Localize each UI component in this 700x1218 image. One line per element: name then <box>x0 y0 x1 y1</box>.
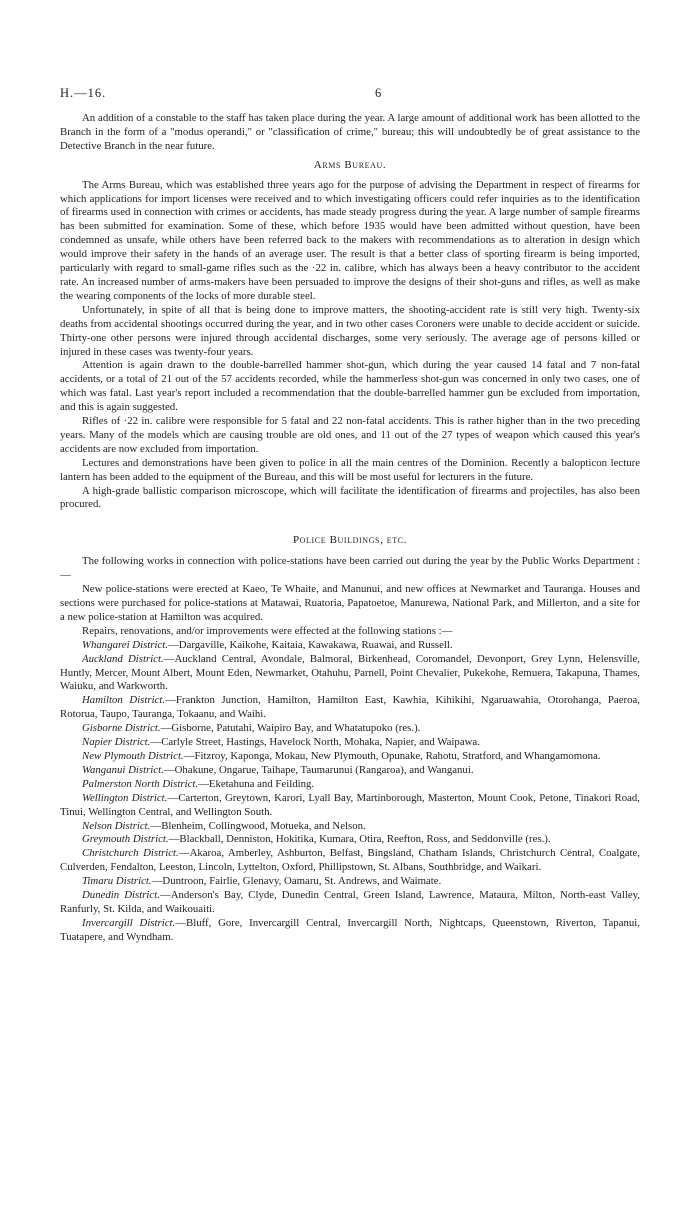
district-entry <box>60 722 640 736</box>
district-stations: —Eketahuna and Feilding. <box>198 777 315 790</box>
district-stations: —Blackball, Denniston, Hokitika, Kumara, Otira, Reefton, Ross, and Seddonville (res.). <box>168 833 551 846</box>
district-stations: —Auckland Central, Avondale, Balmoral, Birkenhead, Coromandel, Devonport, Grey Lynn, Helensville, Huntly, Mercer, Mount Albert, Mount Eden, Newmarket, Otahuhu, Parnell, Point Chevalier, Pukekohe, Remuera, Takapuna, Thames, Waiuku, and Warkworth. <box>60 652 640 693</box>
district-stations: —Gisborne, Patutahi, Waipiro Bay, and Whatatupoko (res.). <box>160 722 421 735</box>
district-entry <box>60 875 640 889</box>
arms-paragraph: Lectures and demonstrations have been given to police in all the main centres of the Dominion. Recently a balopticon lecture lantern has been added to the equipment of the Bureau, and this will be most useful for lecturers in the future. <box>60 456 640 483</box>
page-number: 6 <box>375 86 382 100</box>
district-stations: —Carlyle Street, Hastings, Havelock North, Mohaka, Napier, and Waipawa. <box>150 736 480 749</box>
district-name: Napier District. <box>82 736 151 749</box>
district-entry <box>60 917 640 945</box>
district-name: Wanganui District. <box>82 763 164 776</box>
page-body <box>60 112 640 945</box>
page-header <box>60 86 640 102</box>
new-stations-paragraph: New police-stations were erected at Kaeo, Te Whaite, and Manunui, and new offices at Newmarket and Tauranga. Houses and sections were purchased for police-stations at Matawai, Ruatoria, Papatoetoe, Manurewa, National Park, and Millerton, and a site for a new police-station at Hamilton was acquired. <box>60 583 640 623</box>
district-name: Christchurch District. <box>82 847 179 860</box>
district-entry <box>60 889 640 917</box>
district-name: Greymouth District. <box>82 833 169 846</box>
district-stations: —Frankton Junction, Hamilton, Hamilton East, Kawhia, Kihikihi, Ngaruawahia, Otorohanga, Paeroa, Rotorua, Taupo, Tauranga, Tokaanu, and Waihi. <box>60 694 640 721</box>
district-entry <box>60 653 640 695</box>
district-stations: —Anderson's Bay, Clyde, Dunedin Central, Green Island, Lawrence, Mataura, Milton, North-east Valley, Ranfurly, St. Kilda, and Waikouaiti. <box>60 889 641 915</box>
arms-paragraph: Attention is again drawn to the double-barrelled hammer shot-gun, which during the year caused 14 fatal and 7 non-fatal accidents, or a total of 21 out of the 57 accidents recorded, while the hammerless shot-gun was concerned in only two cases, one of which was fatal. Last year's report included a recommendation that the double-barrelled hammer gun be excluded from importation, and this is again suggested. <box>60 359 640 414</box>
district-name: Hamilton District. <box>82 694 166 707</box>
district-name: Invercargill District. <box>82 916 176 929</box>
district-name: Dunedin District. <box>82 889 160 902</box>
arms-paragraph: Unfortunately, in spite of all that is being done to improve matters, the shooting-accident rate is still very high. Twenty-six deaths from accidental shootings occurred during the year, and in two other cases Coroners were unable to decide accident or suicide. Thirty-one other persons were injured through accidental discharges, some very seriously. The average age of persons killed or injured in these cases was twenty-four years. <box>60 303 640 358</box>
district-stations: —Ohakune, Ongarue, Taihape, Taumarunui (Rangaroa), and Wanganui. <box>163 763 474 776</box>
police-buildings-heading: Police Buildings, etc. <box>292 534 408 547</box>
district-name: Nelson District. <box>82 819 151 832</box>
district-entry <box>60 764 640 778</box>
district-name: New Plymouth District. <box>82 749 184 762</box>
district-entry <box>60 778 640 792</box>
district-entry <box>60 833 640 847</box>
district-entry <box>60 847 640 875</box>
district-entry <box>60 792 640 820</box>
district-name: Gisborne District. <box>82 722 161 735</box>
district-stations: —Dargaville, Kaikohe, Kaitaia, Kawakawa, Ruawai, and Russell. <box>167 638 453 651</box>
district-stations: —Fitzroy, Kaponga, Mokau, New Plymouth, Opunake, Rahotu, Stratford, and Whangamomona. <box>183 749 601 762</box>
district-entry <box>60 639 640 653</box>
repairs-intro-paragraph: Repairs, renovations, and/or improvements were effected at the following stations :— <box>82 624 453 637</box>
arms-paragraph: Rifles of ·22 in. calibre were responsible for 5 fatal and 22 non-fatal accidents. This is rather higher than in the two preceding years. Many of the models which are causing trouble are old ones, and 11 out of the 27 types of weapon which caused this year's accidents are now excluded from importation. <box>60 415 640 455</box>
district-name: Auckland District. <box>82 652 164 665</box>
district-name: Timaru District. <box>82 875 152 888</box>
district-entry <box>60 820 640 834</box>
district-entry <box>60 694 640 722</box>
police-intro-paragraph: The following works in connection with police-stations have been carried out during the year by the Public Works Department :— <box>60 555 640 582</box>
district-name: Whangarei District. <box>82 638 168 651</box>
district-entry <box>60 736 640 750</box>
district-entry <box>60 750 640 764</box>
arms-bureau-heading: Arms Bureau. <box>313 158 387 171</box>
district-name: Wellington District. <box>82 791 168 804</box>
district-stations: —Carterton, Greytown, Karori, Lyall Bay, Martinborough, Masterton, Mount Cook, Petone, Tinakori Road, Tinui, Wellington Central, and Wellington South. <box>60 791 640 818</box>
arms-paragraph: A high-grade ballistic comparison microscope, which will facilitate the identification of firearms and projectiles, has also been procured. <box>60 484 640 511</box>
intro-paragraph: An addition of a constable to the staff has taken place during the year. A large amount of additional work has been allotted to the Branch in the form of a "modus operandi," or "classification of crime," bureau; this will undoubtedly be of great assistance to the Detective Branch in the near future. <box>60 112 640 152</box>
district-stations: —Akaroa, Amberley, Ashburton, Belfast, Bingsland, Chatham Islands, Christchurch Central, Coalgate, Culverden, Fendalton, Leeston, Lincoln, Lyttelton, Oxford, Phillipstown, St. Albans, Southbridge, and Waikari. <box>60 847 640 874</box>
document-reference: H.—16. <box>60 86 107 100</box>
district-stations: —Blenheim, Collingwood, Motueka, and Nelson. <box>150 819 366 832</box>
district-stations: —Duntroon, Fairlie, Glenavy, Oamaru, St. Andrews, and Waimate. <box>151 875 442 888</box>
arms-paragraph: The Arms Bureau, which was established three years ago for the purpose of advising the Department in respect of firearms for which applications for import licenses were received and to which investigating officers could refer inquiries as to the identification of firearms used in connection with crimes or accidents, has made steady progress during the year. A large number of sample firearms has been submitted for examination. Some of these, which before 1935 would have been admitted without question, have been condemned as unsafe, while others have been referred back to the makers with recommendations as to alteration in design which would improve their safety in the hands of an average user. The result is that a better class of sporting firearm is being imported, particularly with regard to small-game rifles such as the ·22 in. calibre, which has always been a heavy contributor to the accident rate. An increased number of arms-makers have been persuaded to improve the designs of their shot-guns and rifles, as well as make the wearing components of the locks of more durable steel. <box>60 178 640 302</box>
district-name: Palmerston North District. <box>82 777 199 790</box>
district-stations: —Bluff, Gore, Invercargill Central, Invercargill North, Nightcaps, Queenstown, Riverton, Tapanui, Tuatapere, and Wyndham. <box>60 916 640 943</box>
